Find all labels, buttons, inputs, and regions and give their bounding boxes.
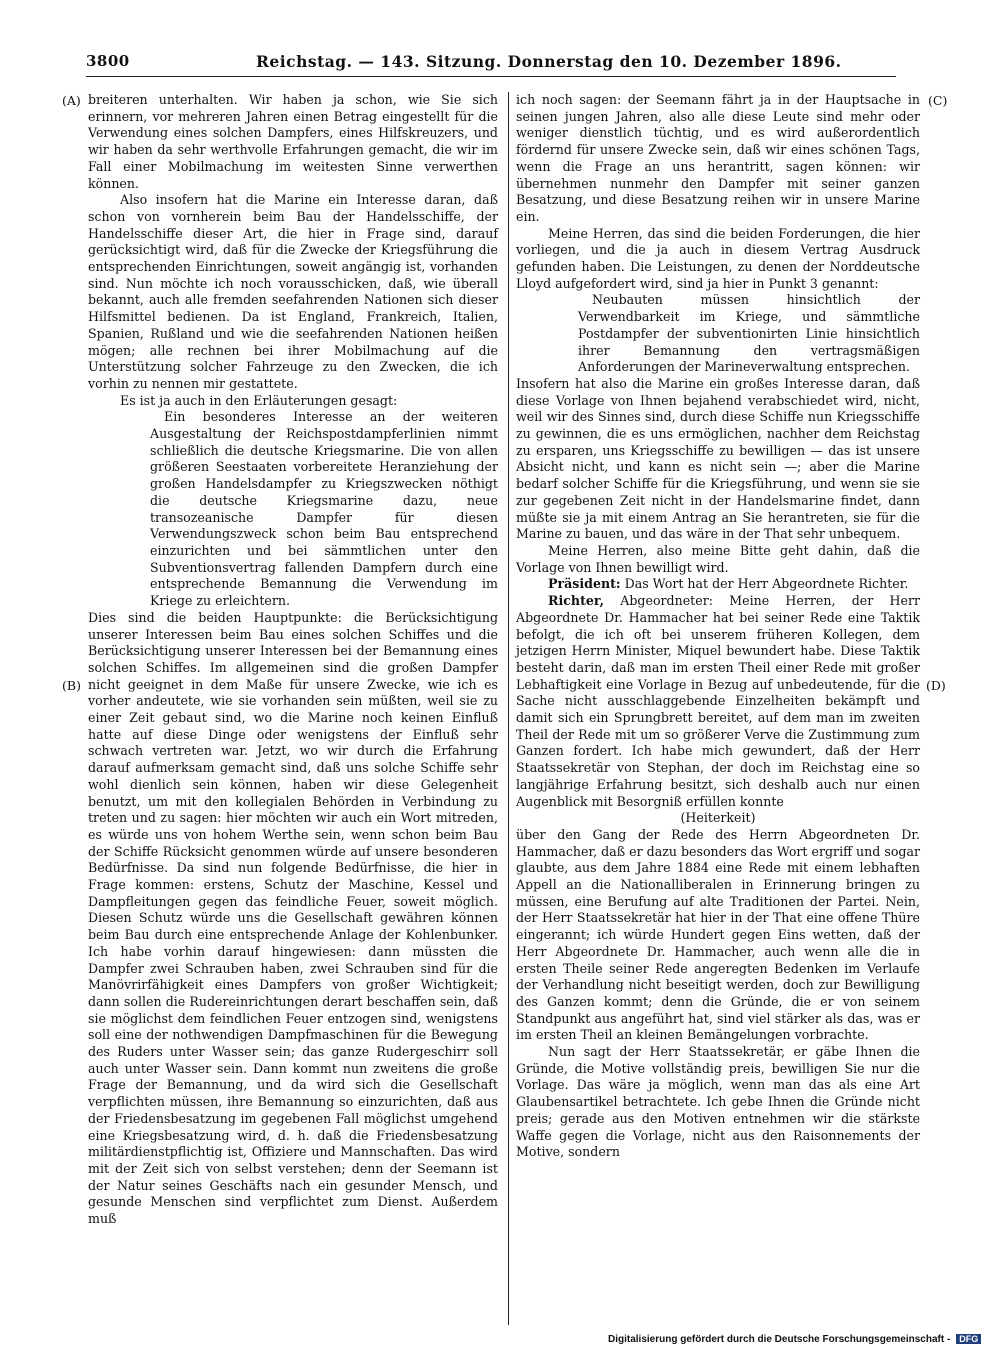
speech-text: Abgeordneter: Meine Herren, der Herr Abgeordnete Dr. Hammacher hat bei seiner Rede eine Taktik befolgt, die ich oft bei unserem früheren Kollegen, dem jetzigen Herrn Minister, Miquel bewundert habe. Diese Taktik besteht darin, daß man im ersten Theil einer Rede mit großer Lebhaftigkeit eine Vorlage in Bezug auf unbedeutende, für die Sache nicht ausschlaggebende Einzelheiten bekämpft und damit sich ein Sprungbrett bereitet, auf dem man im zweiten Theil der Rede mit um so größerer Verve die Zustimmung zum Ganzen fordert. Ich habe mich gewundert, daß der Herr Staatssekretär von Stephan, der doch im Reichstag eine so langjährige Erfahrung besitzt, sich deshalb auch nur einen Augenblick mit Besorgniß erfüllen konnte — [516, 593, 920, 809]
speech-text: Das Wort hat der Herr Abgeordnete Richter. — [620, 576, 909, 592]
paragraph: Meine Herren, das sind die beiden Forderungen, die hier vorliegen, und die ja auch in diesem Vertrag Ausdruck gefunden haben. Die Leistungen, zu denen der Norddeutsche Lloyd aufgefordert wird, sind ja hier in Punkt 3 genannt: — [516, 225, 920, 291]
paragraph: Insofern hat also die Marine ein großes Interesse daran, daß diese Vorlage von Ihnen bejahend verabschiedet wird, nicht, weil wir des Sinnes sind, durch diese Schiffe nun Kriegsschiffe zu gewinnen, die es uns ermöglichen, nachher dem Reichstag zu ersparen, uns Kriegsschiffe zu bewilligen — das ist unsere Absicht nicht, und kann es nicht sein —; aber die Marine bedarf solcher Schiffe für die Kriegsführung, und wenn sie sie zur gegebenen Zeit nicht in der Handelsmarine findet, dann müßte sie ja mit einem Antrag an Sie herantreten, sie für die Marine zu bauen, und das wäre in der That sehr unbequem. — [516, 375, 920, 542]
right-column — [516, 92, 920, 1161]
column-divider — [508, 92, 509, 1325]
paragraph: Es ist ja auch in den Erläuterungen gesagt: — [120, 392, 398, 408]
speaker-paragraph — [516, 593, 920, 810]
running-head: Reichstag. — 143. Sitzung. Donnerstag den 10. Dezember 1896. — [256, 52, 842, 71]
page-number: 3800 — [86, 52, 130, 70]
paragraph: Nun sagt der Herr Staatssekretär, er gäbe Ihnen die Gründe, die Motive vollständig preis, bewilligen Sie nur die Vorlage. Das wäre ja möglich, wenn man das als eine Art Glaubensartikel betrachtete. Ich gebe Ihnen die Gründe nicht preis; gerade aus den Motiven entnehmen wir die stärkste Waffe gegen die Vorlage, nicht aus den Raisonnements der Motive, sondern — [516, 1044, 920, 1160]
header-rule — [86, 76, 896, 77]
margin-marker-b: (B) — [62, 678, 81, 693]
quotation: Ein besonderes Interesse an der weiteren Ausgestaltung der Reichspostdampferlinien nimmt schließlich die deutsche Kriegsmarine. Die von allen größeren Seestaaten vorbereitete Heranziehung der großen Handelsdampfer zu Kriegszwecken nöthigt die deutsche Kriegsmarine dazu, neue transozeanische Dampfer für diesen Verwendungszweck schon beim Bau entsprechend einzurichten und bei sämmtlichen unter den Subventionsvertrag fallenden Dampfern durch eine entsprechende Bemannung die Verwendung im Kriege zu erleichtern. — [150, 409, 498, 609]
margin-marker-d: (D) — [926, 678, 946, 693]
paragraph: Meine Herren, also meine Bitte geht dahin, daß die Vorlage von Ihnen bewilligt wird. — [516, 542, 920, 575]
speaker-name: Richter, — [548, 593, 605, 609]
footer-credit — [608, 1334, 981, 1345]
paragraph: über den Gang der Rede des Herrn Abgeordneten Dr. Hammacher, daß er dazu besonders das Wort ergriff und sogar glaubte, aus dem Jahre 1884 eine Rede mit einem lebhaften Appell an die Nationalliberalen in Erinnerung bringen zu müssen, eine Berufung auf alte Traditionen der Partei. Nein, der Herr Staatssekretär hat hier in der That eine offene Thüre eingerannt; ich würde Hundert gegen Eins wetten, daß der Herr Abgeordnete Dr. Hammacher, auch wenn alle die in ersten Theile seiner Rede angeregten Bedenken im Verlaufe der Verhandlung nicht beseitigt werden, doch zur Bewilligung des Ganzen kommt; denn die Gründe, die er von seinem Standpunkt aus angeführt hat, sind viel stärker als das, was er im ersten Theil an kleinen Bemängelungen vorbrachte. — [516, 826, 920, 1043]
interjection: (Heiterkeit) — [680, 810, 756, 826]
margin-marker-a: (A) — [62, 93, 81, 108]
dfg-logo: DFG — [956, 1334, 981, 1344]
footer-text: Digitalisierung gefördert durch die Deutsche Forschungsgemeinschaft - — [608, 1334, 951, 1345]
left-column — [88, 92, 498, 1228]
quotation: Neubauten müssen hinsichtlich der Verwendbarkeit im Kriege, und sämmtliche Postdampfer der subventionirten Linie hinsichtlich ihrer Bemannung den vertragsmäßigen Anforderungen der Marineverwaltung entsprechen. — [578, 292, 920, 375]
margin-marker-c: (C) — [928, 93, 948, 108]
paragraph: Also insofern hat die Marine ein Interesse daran, daß schon von vornherein beim Bau der Handelsschiffe, der Handelsschiffe dieser Art, die hier in Frage sind, darauf gerücksichtigt wird, daß für die Zwecke der Kriegsführung die entsprechenden Einrichtungen, soweit angängig ist, vorhanden sind. Nun möchte ich noch vorausschicken, daß, wie überall bekannt, auch alle fremden seefahrenden Nationen sich dieser Hilfsmittel bedienen. Da ist England, Frankreich, Italien, Spanien, Rußland und wie die seefahrenden Nationen heißen mögen; alle rechnen bei ihrer Mobilmachung auf die Unterstützung solcher Fahrzeuge zu den Zwecken, die ich vorhin zu nennen mir gestattete. — [88, 192, 498, 391]
paragraph: breiteren unterhalten. Wir haben ja schon, wie Sie sich erinnern, vor mehreren Jahren einen Betrag eingestellt für die Verwendung eines solchen Dampfers, eines Hilfskreuzers, und wir haben da sehr werthvolle Erfahrungen gemacht, die wir im Fall einer Mobilmachung im weitesten Sinne verwerthen können. — [88, 92, 498, 191]
speaker-paragraph — [516, 576, 920, 593]
speaker-name: Präsident: — [548, 576, 621, 592]
page-header — [86, 52, 896, 74]
paragraph: ich noch sagen: der Seemann fährt ja in der Hauptsache in seinen jungen Jahren, also alle diese Leute sind mehr oder weniger dienstlich tüchtig, und es wird außerordentlich fördernd für unsere Zwecke sein, daß wir eines schönen Tags, wenn die Frage an uns herantritt, sagen können: wir übernehmen nunmehr den Dampfer mit seiner ganzen Besatzung, und diese Besatzung reihen wir in unsere Marine ein. — [516, 92, 920, 224]
paragraph: Dies sind die beiden Hauptpunkte: die Berücksichtigung unserer Interessen beim Bau eines solchen Schiffes und die Berücksichtigung unserer Interessen bei der Bemannung eines solchen Schiffes. Im allgemeinen sind die großen Dampfer nicht geeignet in dem Maße für unsere Zwecke, wie ich es vorher andeutete, wie sie vorhanden sein müßten, weil sie zu einer Zeit gebaut sind, wo die Marine noch keinen Einfluß hatte auf diese Dinge oder wenigstens der Einfluß sehr schwach vertreten war. Jetzt, wo wir durch die Erfahrung darauf aufmerksam gemacht sind, daß uns solche Schiffe sehr wohl dienlich sein können, haben wir diese Gelegenheit benutzt, um mit den kollegialen Behörden in Verbindung zu treten und zu sagen: hier möchten wir auch ein Wort mitreden, es würde uns von hohem Werthe sein, wenn schon beim Bau der Schiffe Rücksicht genommen würde auf unsere besonderen Bedürfnisse. Da sind nun folgende Bedürfnisse, die hier in Frage kommen: erstens, Schutz der Maschine, Kessel und Dampfleitungen gegen das feindliche Feuer, soweit möglich. Diesen Schutz würde uns die Gesellschaft gewähren können beim Bau durch eine entsprechende Anlage der Kohlenbunker. Ich habe vorhin darauf hingewiesen: dann müssten die Dampfer zwei Schrauben haben, zwei Schrauben sind für die Manövrirfähigkeit eines Dampfers von großer Wichtigkeit; dann sollen die Rudereinrichtungen derart beschaffen sein, daß sie möglichst dem feindlichen Feuer entzogen sind, wenigstens soll eine der nothwendigen Dampfmaschinen für die Bewegung des Ruders unter Wasser sein; das ganze Rudergeschirr soll auch unter Wasser sein. Dann kommt nun zweitens die große Frage der Bemannung, und da wird sich die Gesellschaft verpflichten müssen, ihre Bemannung so einzurichten, daß aus der Friedensbesatzung im gegebenen Fall möglichst umgehend eine Kriegsbesatzung wird, d. h. daß die Friedensbesatzung militärdienstpflichtig ist, Offiziere und Mannschaften. Das wird mit der Zeit sich von selbst verstehen; denn der Seemann ist der Natur seines Geschäfts nach ein gesunder Mensch, und gesunde Menschen sind verpflichtet zum Dienst. Außerdem muß — [88, 609, 498, 1227]
